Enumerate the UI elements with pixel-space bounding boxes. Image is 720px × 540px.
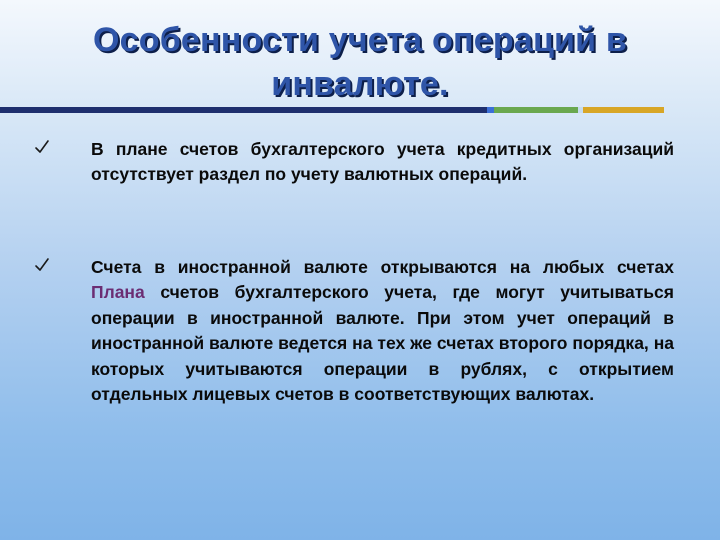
bullet-2-text-before: Счета в иностранной валюте открываются на любых счетах (91, 257, 674, 277)
bullet-1-text: В плане счетов бухгалтерского учета кредитных организаций отсутствует раздел по учету валютных операций. (91, 139, 674, 185)
bullet-2-highlight-plana: Плана (91, 282, 145, 303)
slide-title (20, 18, 700, 106)
title-rule-green (494, 107, 578, 113)
title-rule-dark (0, 107, 487, 113)
title-line-2: инвалюте. (271, 65, 449, 103)
checkmark-icon (34, 257, 50, 273)
bullet-text-2 (91, 255, 674, 407)
bullet-2-text-after: счетов бухгалтерского учета, где могут учитываться операции в иностранной валюте. При этом учет операций в иностранной валюте ведется на тех же счетах второго порядка, на которых учитываются операции в рублях, с открытием отдельных лицевых счетов в соответствующих валютах. (91, 282, 674, 405)
bullet-text-1 (91, 137, 674, 188)
title-rule-gold (583, 107, 664, 113)
checkmark-icon (34, 139, 50, 155)
title-rule-blue (487, 107, 494, 113)
title-line-1: Особенности учета операций в (93, 21, 627, 59)
